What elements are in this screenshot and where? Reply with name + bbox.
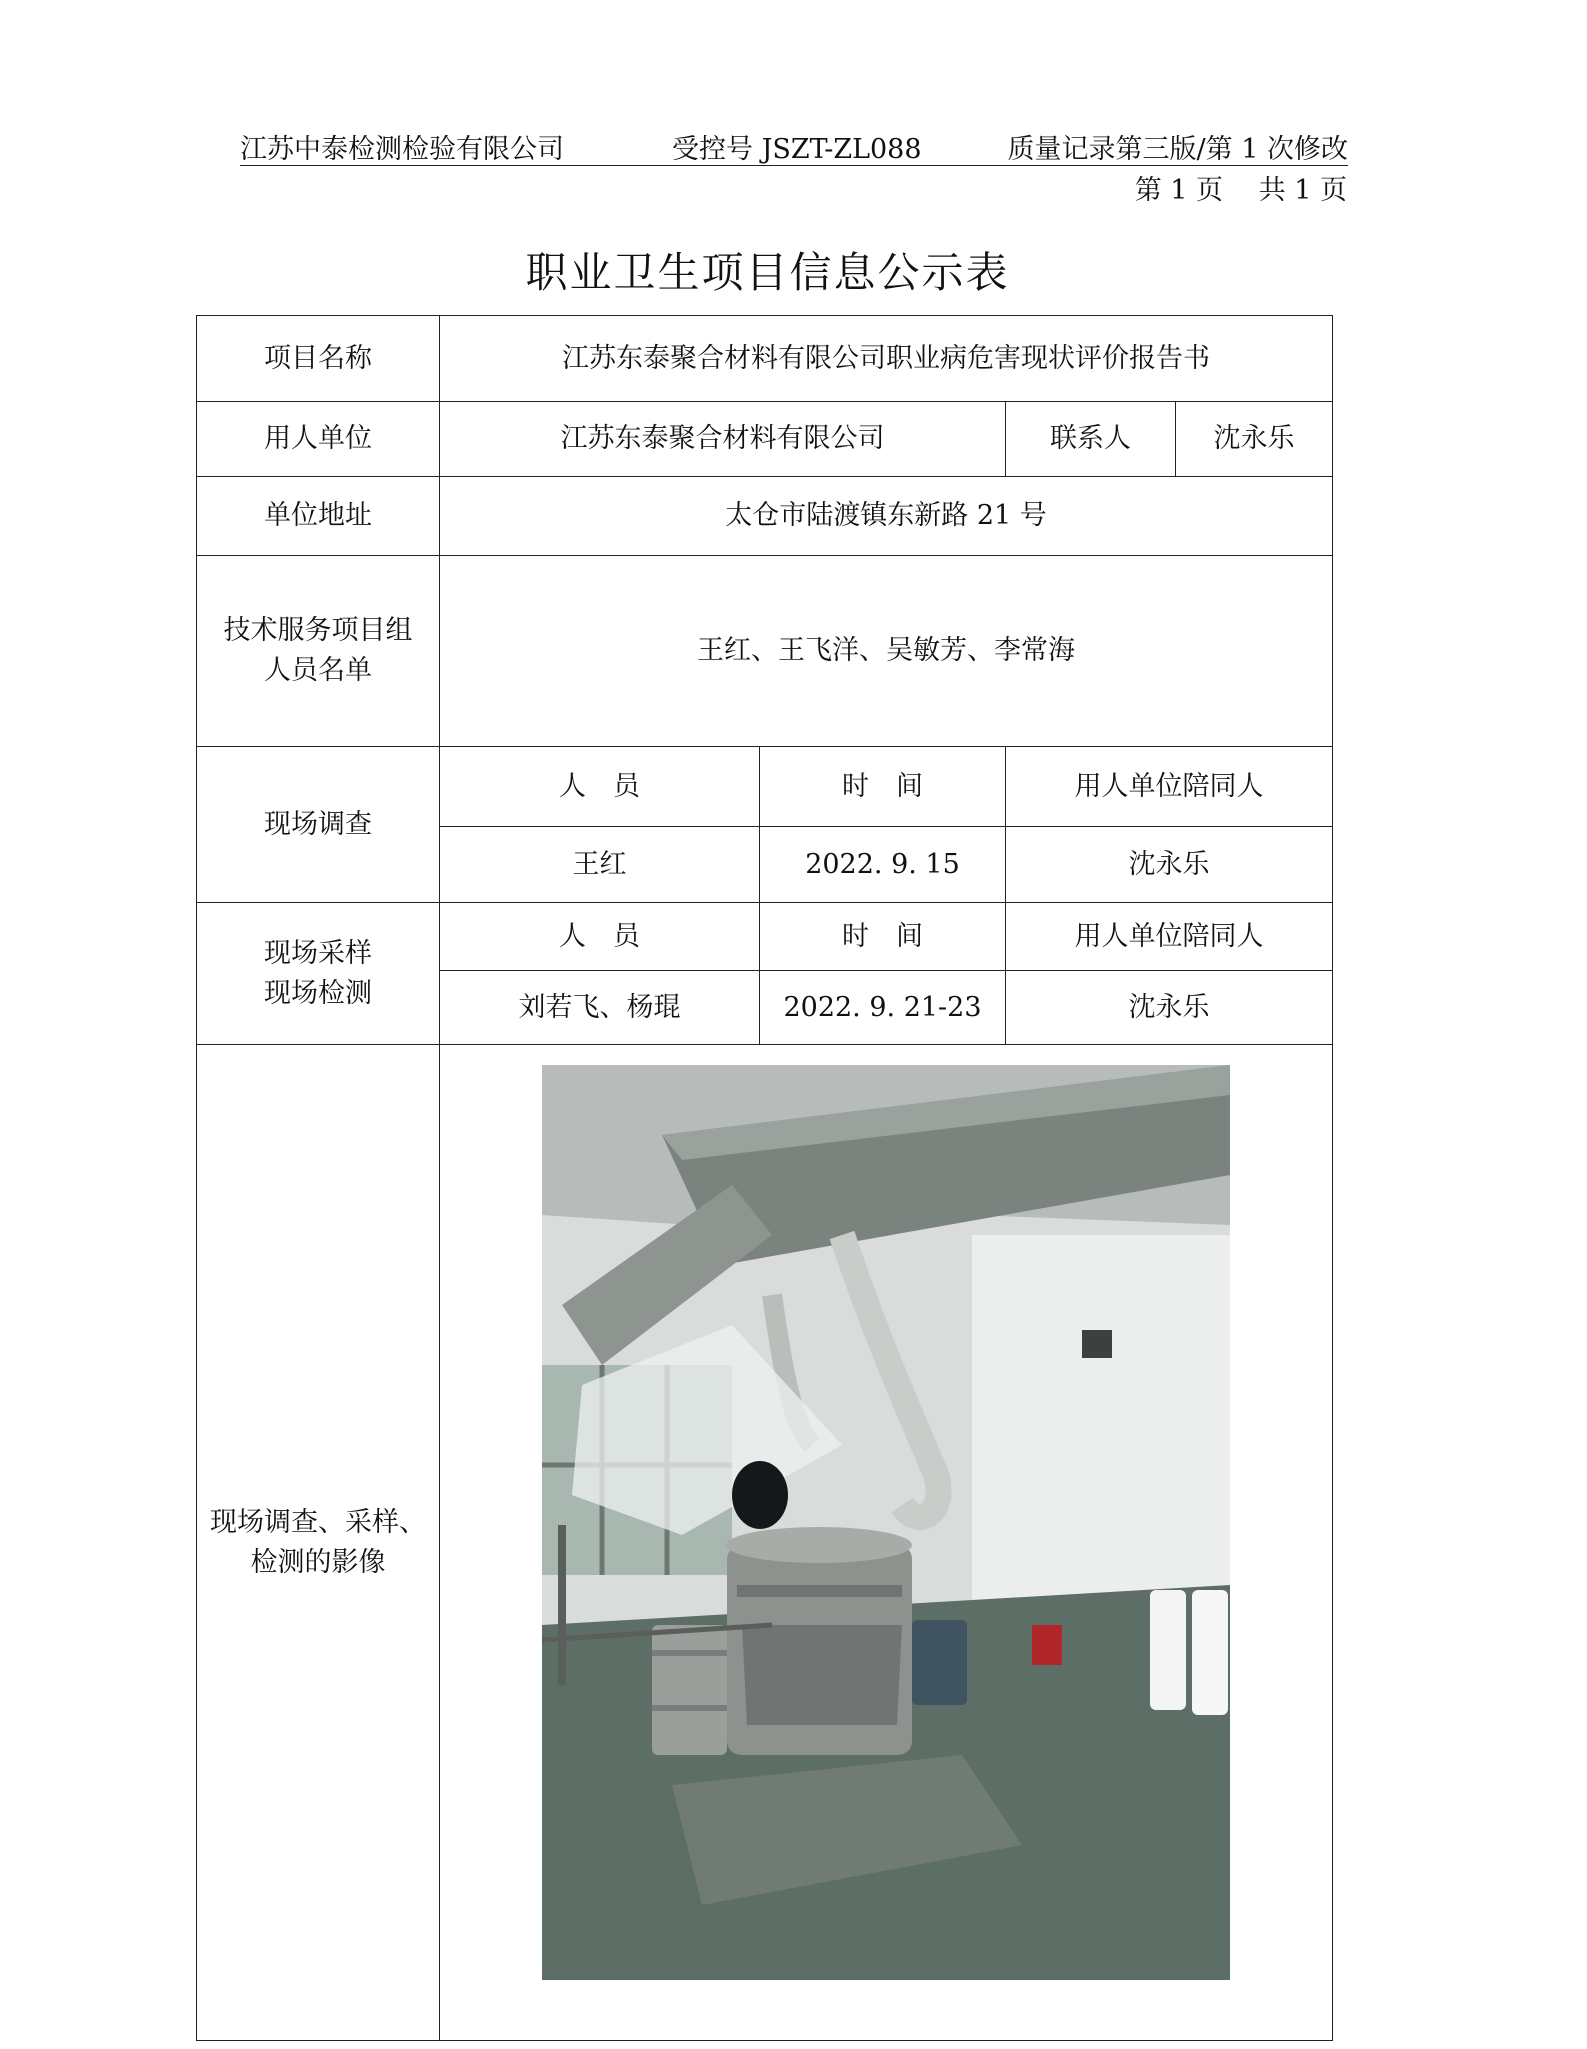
survey-time: 2022. 9. 15 [760,827,1006,903]
sampling-escort: 沈永乐 [1006,971,1333,1045]
photo-red-cart [1032,1625,1062,1665]
project-name-value: 江苏东泰聚合材料有限公司职业病危害现状评价报告书 [440,316,1333,402]
sampling-label-line1: 现场采样 [264,937,372,969]
image-cell [440,1045,1333,2041]
sampling-col-escort: 用人单位陪同人 [1006,903,1333,971]
photo-roll-2 [1192,1590,1228,1715]
team-value: 王红、王飞洋、吴敏芳、李常海 [440,556,1333,747]
survey-col-time: 时 间 [760,747,1006,827]
survey-col-escort: 用人单位陪同人 [1006,747,1333,827]
photo-roll-1 [1150,1590,1186,1710]
row-address [197,477,1333,556]
contact-label: 联系人 [1006,402,1176,477]
sampling-time: 2022. 9. 21-23 [760,971,1006,1045]
row-image [197,1045,1333,2041]
row-employer [197,402,1333,477]
info-table [196,315,1333,2041]
survey-label: 现场调查 [197,747,440,903]
address-label: 单位地址 [197,477,440,556]
site-photo-illustration [542,1065,1230,1980]
row-team [197,556,1333,747]
sampling-col-time: 时 间 [760,903,1006,971]
row-sampling-header [197,903,1333,971]
employer-value: 江苏东泰聚合材料有限公司 [440,402,1006,477]
photo-white-wall [972,1235,1230,1635]
header-company: 江苏中泰检测检验有限公司 [240,134,564,165]
site-photo [542,1065,1230,1980]
image-label-line2: 检测的影像 [250,1546,386,1578]
address-value: 太仓市陆渡镇东新路 21 号 [440,477,1333,556]
page-number: 第 1 页 共 1 页 [1134,175,1347,206]
sampling-label [197,903,440,1045]
document-header [240,125,1348,166]
document-title: 职业卫生项目信息公示表 [525,248,1010,297]
team-label [197,556,440,747]
row-survey-header [197,747,1333,827]
employer-label: 用人单位 [197,402,440,477]
photo-wall-vent [1082,1330,1112,1358]
row-project-name [197,316,1333,402]
photo-blue-drum [912,1620,967,1705]
image-label-line1: 现场调查、采样、 [210,1506,426,1538]
team-label-line2: 人员名单 [264,655,372,686]
survey-col-person: 人 员 [440,747,760,827]
project-name-label: 项目名称 [197,316,440,402]
image-label [197,1045,440,2041]
contact-value: 沈永乐 [1176,402,1333,477]
photo-barrel [652,1625,727,1755]
sampling-person: 刘若飞、杨琨 [440,971,760,1045]
survey-person: 王红 [440,827,760,903]
header-control-number: 受控号 JSZT-ZL088 [672,134,922,165]
sampling-label-line2: 现场检测 [264,977,372,1009]
survey-escort: 沈永乐 [1006,827,1333,903]
team-label-line1: 技术服务项目组 [223,615,413,646]
sampling-col-person: 人 员 [440,903,760,971]
header-version: 质量记录第三版/第 1 次修改 [1007,134,1348,165]
photo-black-bag [732,1461,788,1529]
